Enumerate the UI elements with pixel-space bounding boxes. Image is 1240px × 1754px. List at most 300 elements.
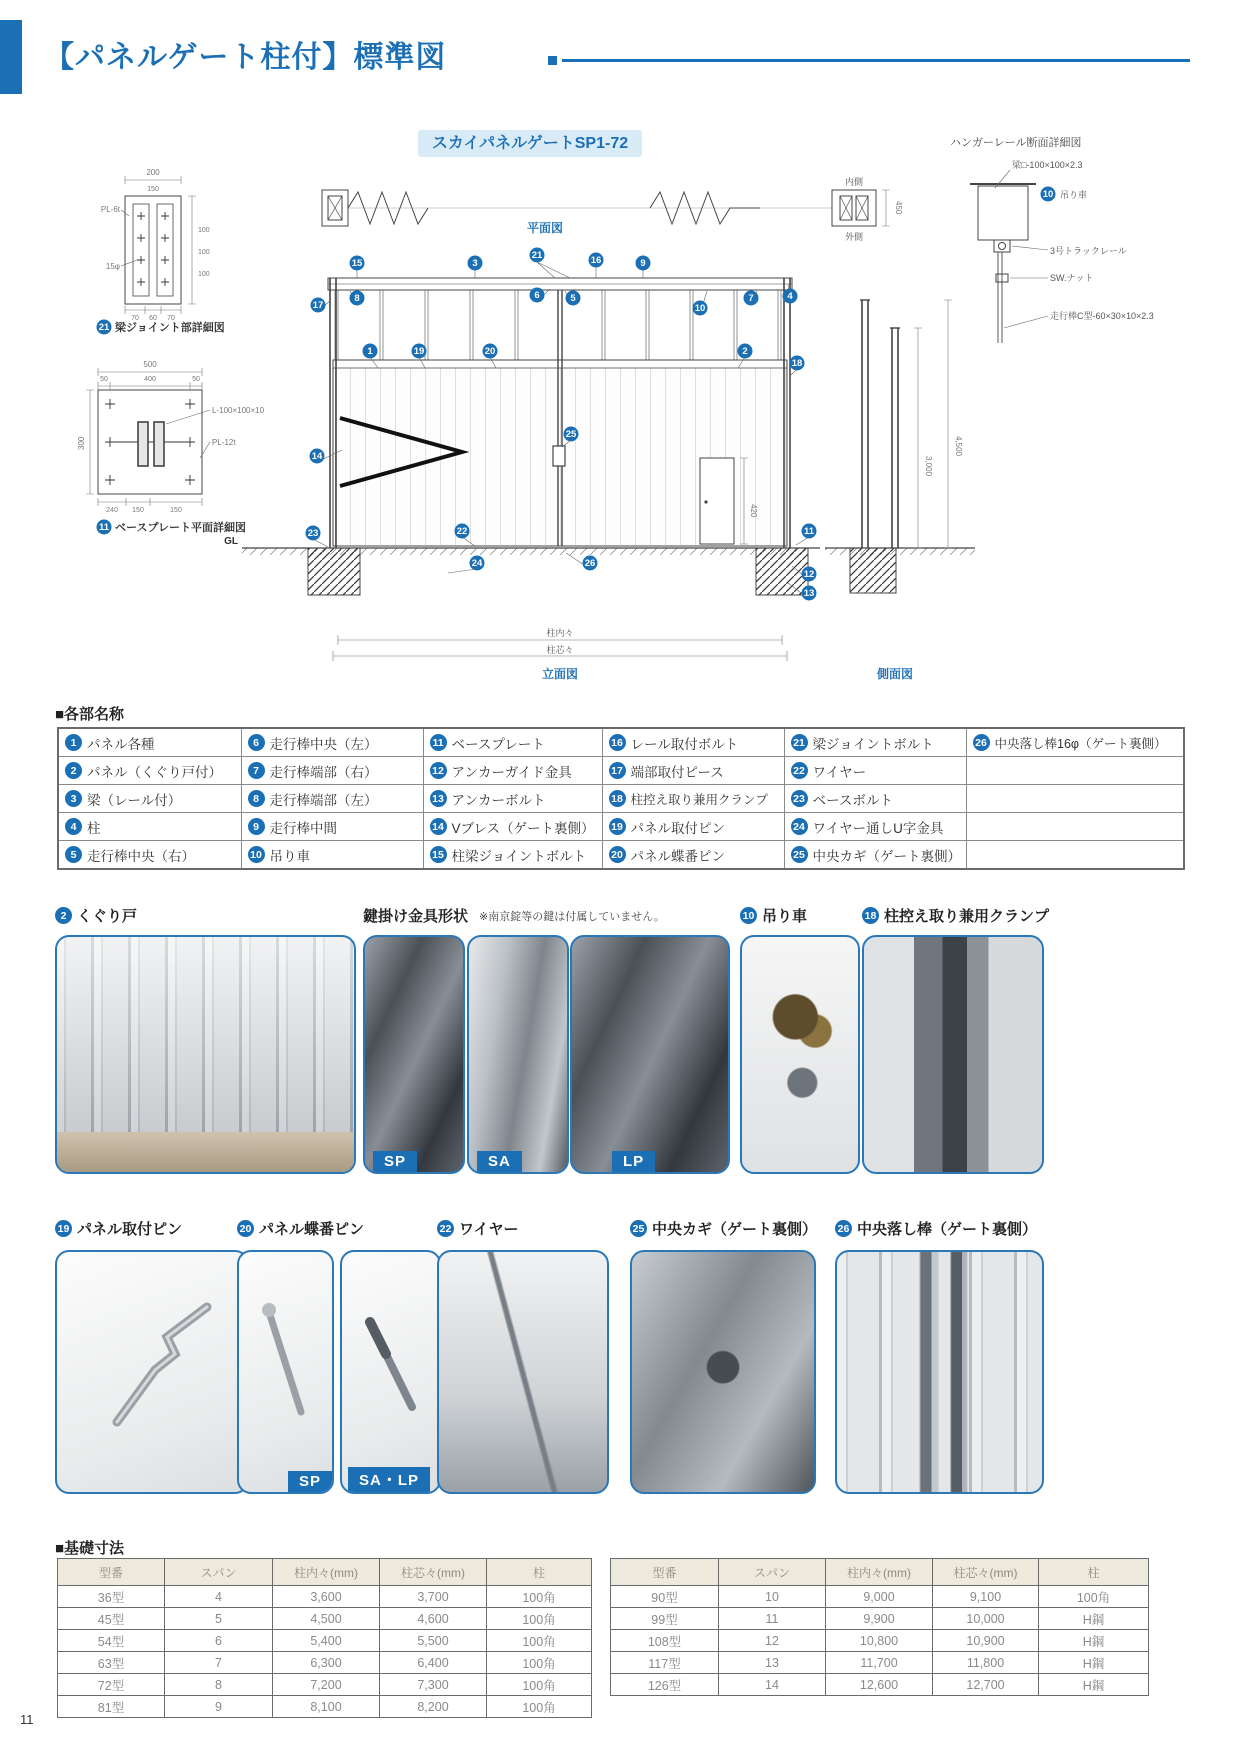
svg-text:PL-12t: PL-12t [212,438,236,447]
part-cell [602,728,784,757]
spec-cell: 3,600 [273,1586,380,1608]
part-number-badge: 18 [609,790,626,807]
part-cell [784,728,966,757]
part-number-badge: 1 [65,734,82,751]
part-label: 柱梁ジョイントボルト [451,848,587,864]
spec-cell: 45型 [58,1608,165,1630]
title-rule-square [548,56,557,65]
part-label: 柱 [87,820,101,836]
table-row [611,1630,1149,1652]
svg-text:14: 14 [311,451,323,462]
part-number-badge: 24 [791,818,808,835]
svg-text:150: 150 [170,507,182,514]
technical-drawing [50,128,1190,688]
callout-24 [470,556,485,571]
table-header-row [58,1559,592,1586]
svg-text:PL-6t: PL-6t [100,205,120,214]
photo-kuguri-door [55,935,356,1174]
part-label: 梁（レール付） [87,792,182,808]
callout-11 [802,524,817,539]
spec-cell: 9,000 [826,1586,933,1608]
side-view [825,300,975,593]
spec-cell: 117型 [611,1652,719,1674]
model-tag-salp: SA・LP [348,1467,430,1492]
part-number-badge: 7 [248,762,265,779]
part-label: 柱控え取り兼用クランプ [630,792,769,807]
part-number-badge: 12 [430,762,447,779]
callout-15 [350,256,365,271]
model-tag-lp: LP [612,1151,655,1172]
spec-cell: 10,900 [933,1630,1039,1652]
photo-lock-sa [467,935,569,1174]
part-label: 走行棒中央（右） [87,848,195,864]
part-number-badge: 3 [65,790,82,807]
svg-text:60: 60 [149,315,157,322]
hanger-rail-detail [970,170,1048,343]
part-cell [602,813,784,841]
part-label: ベースプレート [451,736,545,752]
part-cell [423,785,602,813]
svg-text:吊り車: 吊り車 [1060,190,1088,200]
part-label: 走行棒端部（左） [269,792,378,808]
photo-wire [437,1250,609,1494]
table-row [58,1608,592,1630]
part-cell [241,813,423,841]
svg-text:50: 50 [100,376,108,383]
model-tag-sp: SP [288,1471,332,1492]
svg-text:70: 70 [131,315,139,322]
pin-illustration [239,1252,332,1492]
callout-3 [468,256,483,271]
photo-center-key [630,1250,816,1494]
svg-text:6: 6 [534,290,540,301]
svg-text:420: 420 [749,504,758,518]
photo-header-clamp [862,905,1049,926]
spec-cell: 126型 [611,1674,719,1696]
spec-cell: 5,500 [380,1630,487,1652]
svg-text:10: 10 [1042,189,1054,200]
part-cell [966,728,1184,757]
svg-text:150: 150 [147,186,159,193]
part-number-badge: 6 [248,734,265,751]
svg-text:20: 20 [484,346,496,357]
spec-cell: 11,700 [826,1652,933,1674]
spec-cell: H鋼 [1039,1608,1149,1630]
spec-cell: 4,500 [273,1608,380,1630]
callout-9 [636,256,651,271]
part-label: Vブレス（ゲート裏側） [451,820,595,836]
parts-row [58,728,1184,757]
page-number: 11 [20,1712,34,1727]
part-cell-empty [966,785,1184,813]
col-header: 型番 [611,1559,719,1586]
svg-text:側面図: 側面図 [876,667,914,681]
table-row [58,1630,592,1652]
part-cell-empty [966,813,1184,841]
part-cell [58,785,241,813]
part-label: パネル（くぐり戸付） [87,764,222,780]
callout-10-hanger [1041,187,1056,202]
part-label: 梁ジョイントボルト [812,736,934,752]
spec-cell: 9,100 [933,1586,1039,1608]
spec-cell: 7,200 [273,1674,380,1696]
plan-view [322,190,890,226]
parts-row [58,785,1184,813]
spec-cell: 100角 [487,1696,592,1718]
photo-trolley [740,935,860,1174]
parts-row [58,813,1184,841]
drawing-svg [50,128,1190,688]
part-number-badge: 16 [609,734,626,751]
svg-text:5: 5 [570,293,576,304]
callout-6 [530,288,545,303]
photo-header-drop-rod [835,1218,1037,1239]
base-plate-detail [86,368,210,506]
svg-text:19: 19 [413,346,425,357]
part-label: パネル蝶番ピン [630,848,725,864]
spec-cell: 4 [165,1586,273,1608]
photo-header-trolley [740,905,807,926]
callout-5 [566,291,581,306]
part-label: 走行棒端部（右） [269,764,378,780]
svg-text:11: 11 [98,522,110,533]
photo-title: 鍵掛け金具形状 [363,908,469,925]
spec-cell: 54型 [58,1630,165,1652]
svg-text:11: 11 [803,526,815,537]
spec-cell: 10,800 [826,1630,933,1652]
part-cell [241,728,423,757]
callout-2 [738,344,753,359]
callout-19 [412,344,427,359]
table-row [58,1696,592,1718]
svg-text:450: 450 [894,201,903,215]
spec-cell: 11,800 [933,1652,1039,1674]
photo-clamp [862,935,1044,1174]
callout-20 [483,344,498,359]
spec-cell: 36型 [58,1586,165,1608]
svg-text:7: 7 [748,293,754,304]
callout-17 [311,298,326,313]
svg-text:500: 500 [143,360,157,369]
table-row [611,1674,1149,1696]
svg-text:2: 2 [742,346,748,357]
parts-row [58,757,1184,785]
spec-cell: H鋼 [1039,1652,1149,1674]
part-cell [241,785,423,813]
title-rule-line [562,59,1190,62]
callout-23 [306,526,321,541]
part-cell [423,813,602,841]
svg-text:3,000: 3,000 [924,456,933,477]
spec-cell: 12,700 [933,1674,1039,1696]
part-number-badge: 25 [630,1220,647,1237]
col-header: 柱内々(mm) [273,1559,380,1586]
svg-text:梁□-100×100×2.3: 梁□-100×100×2.3 [1012,160,1083,170]
svg-text:150: 150 [132,507,144,514]
spec-cell: 99型 [611,1608,719,1630]
part-cell-empty [966,757,1184,785]
svg-text:立面図: 立面図 [541,667,579,681]
spec-cell: 9 [165,1696,273,1718]
svg-text:70: 70 [167,315,175,322]
part-cell [241,841,423,870]
svg-text:内側: 内側 [844,177,864,187]
part-number-badge: 10 [248,846,265,863]
model-tag-sa: SA [477,1151,522,1172]
photo-title: パネル取付ピン [77,1221,183,1238]
spec-cell: H鋼 [1039,1674,1149,1696]
svg-text:15φ: 15φ [105,262,120,271]
spec-cell: 100角 [487,1652,592,1674]
elevation-view [242,278,820,661]
svg-text:外側: 外側 [844,232,864,242]
accent-bar [0,20,22,94]
table-row [611,1652,1149,1674]
svg-text:17: 17 [312,300,324,311]
callout-22 [455,524,470,539]
photo-lock-sp [363,935,465,1174]
svg-text:9: 9 [640,258,646,269]
photo-title: 柱控え取り兼用クランプ [884,908,1050,925]
callout-10 [693,301,708,316]
photo-header-wire [437,1218,519,1239]
spec-cell: 12,600 [826,1674,933,1696]
svg-text:26: 26 [584,558,596,569]
spec-cell: 9,900 [826,1608,933,1630]
photo-floor [57,1132,354,1172]
photo-header-lock [363,905,665,926]
callout-26 [583,556,598,571]
spec-cell: 3,700 [380,1586,487,1608]
foundation-table-right [610,1558,1149,1696]
svg-text:梁ジョイント部詳細図: 梁ジョイント部詳細図 [115,322,225,334]
svg-text:4,500: 4,500 [954,436,963,457]
part-cell [602,841,784,870]
callout-21-detail [97,320,112,335]
part-number-badge: 23 [791,790,808,807]
spec-cell: 100角 [487,1674,592,1696]
spec-cell: 100角 [487,1586,592,1608]
spec-cell: 108型 [611,1630,719,1652]
part-number-badge: 18 [862,907,879,924]
part-cell [784,813,966,841]
col-header: 柱 [487,1559,592,1586]
svg-text:10: 10 [694,303,706,314]
table-row [58,1674,592,1696]
table-row [611,1608,1149,1630]
col-header: 柱 [1039,1559,1149,1586]
spec-cell: 7 [165,1652,273,1674]
photo-title: パネル蝶番ピン [259,1221,365,1238]
spec-cell: 8 [165,1674,273,1696]
spec-cell: 100角 [487,1630,592,1652]
svg-text:23: 23 [307,528,319,539]
beam-joint-detail [121,176,196,314]
part-label: 走行棒中央（左） [269,736,378,752]
part-cell [784,757,966,785]
part-number-badge: 26 [835,1220,852,1237]
callout-18 [790,356,805,371]
page-title: 【パネルゲート柱付】標準図 [44,41,447,74]
parts-row [58,841,1184,870]
part-label: 走行棒中間 [269,820,337,836]
photo-title: ワイヤー [459,1221,519,1238]
part-number-badge: 19 [609,818,626,835]
spec-cell: 13 [719,1652,826,1674]
spec-cell: 5,400 [273,1630,380,1652]
col-header: 柱内々(mm) [826,1559,933,1586]
part-label: ワイヤー [812,764,867,780]
svg-text:16: 16 [590,255,602,266]
svg-text:8: 8 [354,293,360,304]
svg-text:ベースプレート平面詳細図: ベースプレート平面詳細図 [115,522,247,534]
svg-text:100: 100 [198,249,210,256]
part-label: ワイヤー通しU字金具 [812,820,944,836]
photo-title: 吊り車 [762,908,808,925]
part-label: ベースボルト [812,792,893,808]
svg-text:12: 12 [803,569,815,580]
callout-25 [564,427,579,442]
col-header: 柱芯々(mm) [380,1559,487,1586]
photo-hinge-pin-salp [340,1250,441,1494]
svg-text:22: 22 [456,526,468,537]
part-number-badge: 15 [430,846,447,863]
spec-cell: 11 [719,1608,826,1630]
svg-text:240: 240 [106,507,118,514]
photo-header-center-key [630,1218,817,1239]
svg-text:400: 400 [144,376,156,383]
part-number-badge: 13 [430,790,447,807]
col-header: スパン [165,1559,273,1586]
part-cell-empty [966,841,1184,870]
part-label: 中央カギ（ゲート裏側） [812,848,961,864]
part-number-badge: 8 [248,790,265,807]
part-cell [423,728,602,757]
part-number-badge: 19 [55,1220,72,1237]
part-label: アンカーボルト [451,792,546,808]
part-cell [58,841,241,870]
photo-drop-rod [835,1250,1044,1494]
part-label: 中央落し棒16φ（ゲート裏側） [994,736,1167,751]
part-label: 端部取付ピース [630,764,724,780]
svg-text:柱芯々: 柱芯々 [546,645,574,655]
pin-illustration [57,1252,247,1492]
part-cell [58,757,241,785]
part-number-badge: 14 [430,818,447,835]
part-cell [784,841,966,870]
foundation-section-heading: ■基礎寸法 [55,1540,125,1557]
spec-cell: 14 [719,1674,826,1696]
part-cell [423,757,602,785]
svg-text:300: 300 [77,436,86,450]
col-header: スパン [719,1559,826,1586]
part-cell [58,728,241,757]
table-header-row [611,1559,1149,1586]
spec-cell: 5 [165,1608,273,1630]
part-number-badge: 22 [791,762,808,779]
part-number-badge: 5 [65,846,82,863]
svg-text:100: 100 [198,271,210,278]
parts-table [57,727,1185,870]
part-number-badge: 11 [430,734,447,751]
spec-cell: H鋼 [1039,1630,1149,1652]
photo-title: くぐり戸 [77,908,138,925]
svg-text:21: 21 [98,322,110,333]
part-label: レール取付ボルト [630,736,739,752]
part-number-badge: 26 [973,734,990,751]
table-row [58,1652,592,1674]
part-cell [423,841,602,870]
svg-text:24: 24 [471,558,483,569]
part-label: パネル各種 [87,736,155,752]
svg-text:50: 50 [192,376,200,383]
callout-14 [310,449,325,464]
svg-text:18: 18 [791,358,803,369]
svg-text:GL: GL [224,536,238,547]
svg-text:3: 3 [472,258,478,269]
photo-note: ※南京錠等の鍵は付属していません。 [479,910,665,923]
spec-cell: 100角 [1039,1586,1149,1608]
spec-cell: 10 [719,1586,826,1608]
svg-text:100: 100 [198,227,210,234]
callout-7 [744,291,759,306]
part-cell [58,813,241,841]
part-label: アンカーガイド金具 [451,764,572,780]
spec-cell: 63型 [58,1652,165,1674]
part-cell [602,785,784,813]
spec-cell: 90型 [611,1586,719,1608]
part-cell [784,785,966,813]
part-number-badge: 20 [237,1220,254,1237]
callout-13 [802,586,817,601]
part-number-badge: 20 [609,846,626,863]
table-row [58,1586,592,1608]
callout-12 [802,567,817,582]
part-number-badge: 4 [65,818,82,835]
callout-8 [350,291,365,306]
photo-title: 中央落し棒（ゲート裏側） [857,1221,1038,1238]
part-number-badge: 21 [791,734,808,751]
svg-text:平面図: 平面図 [526,221,564,235]
part-number-badge: 22 [437,1220,454,1237]
photo-title: 中央カギ（ゲート裏側） [652,1221,818,1238]
callout-11-detail [97,520,112,535]
callout-21 [530,248,545,263]
spec-cell: 12 [719,1630,826,1652]
spec-cell: 100角 [487,1608,592,1630]
part-number-badge: 9 [248,818,265,835]
svg-text:15: 15 [351,258,363,269]
svg-text:L-100×100×10: L-100×100×10 [212,406,265,415]
col-header: 型番 [58,1559,165,1586]
part-number-badge: 10 [740,907,757,924]
table-row [611,1586,1149,1608]
spec-cell: 6,300 [273,1652,380,1674]
svg-text:4: 4 [787,291,793,302]
spec-cell: 81型 [58,1696,165,1718]
foundation-table-left [57,1558,592,1718]
photo-panel-pin [55,1250,249,1494]
spec-cell: 4,600 [380,1608,487,1630]
photo-header-kuguri [55,905,137,926]
parts-section-heading: ■各部名称 [55,706,125,723]
svg-text:3号トラックレール: 3号トラックレール [1050,246,1127,256]
svg-text:走行棒C型-60×30×10×2.3: 走行棒C型-60×30×10×2.3 [1050,311,1154,321]
part-number-badge: 25 [791,846,808,863]
part-cell [602,757,784,785]
spec-cell: 6,400 [380,1652,487,1674]
part-label: パネル取付ピン [630,820,725,836]
